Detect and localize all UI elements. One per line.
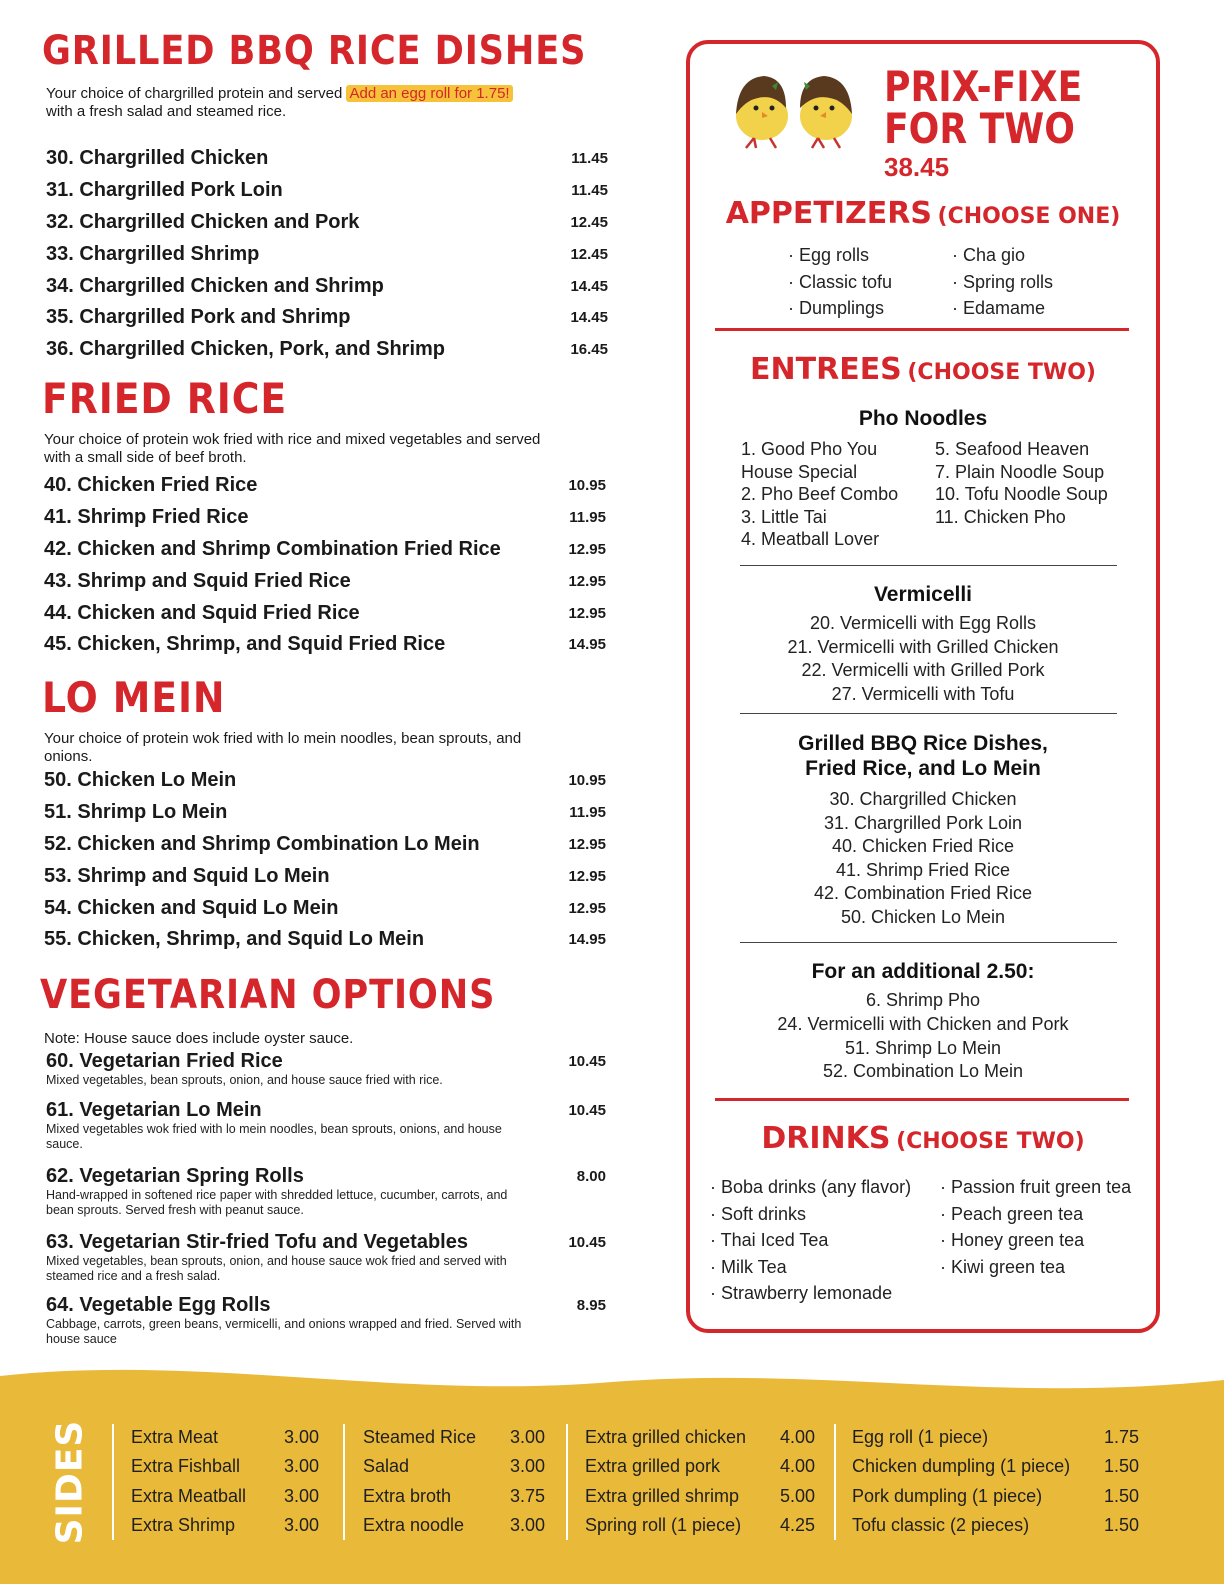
- prix-fixe-title-line2: FOR TWO: [884, 104, 1075, 153]
- menu-item-price: 14.95: [568, 931, 606, 949]
- menu-item-name: 32. Chargrilled Chicken and Pork: [46, 210, 360, 233]
- vermicelli-list: [700, 612, 1146, 706]
- divider: [715, 328, 1129, 331]
- divider: [715, 1098, 1129, 1101]
- menu-item: [44, 534, 606, 566]
- drinks-col1: [710, 1174, 911, 1307]
- list-item: 51. Shrimp Lo Mein: [844, 1037, 1002, 1058]
- appetizers-title: APPETIZERS: [725, 196, 932, 231]
- menu-item-name: 43. Shrimp and Squid Fried Rice: [44, 569, 351, 592]
- menu-item: [44, 765, 606, 797]
- side-item-name: Extra noodle: [363, 1514, 465, 1535]
- side-item-name: Extra grilled pork: [585, 1456, 721, 1477]
- menu-item-name: 34. Chargrilled Chicken and Shrimp: [46, 274, 384, 297]
- list-item: 4. Meatball Lover: [741, 529, 880, 549]
- pho-noodles-heading: Pho Noodles: [858, 407, 988, 430]
- side-item: [852, 1482, 1139, 1511]
- list-item: 40. Chicken Fried Rice: [831, 836, 1015, 857]
- list-item: · Egg rolls: [788, 245, 870, 265]
- sides-column: [363, 1423, 545, 1540]
- menu-item-name: 40. Chicken Fried Rice: [44, 474, 258, 497]
- side-item-name: Egg roll (1 piece): [852, 1427, 989, 1447]
- pho-col1: [741, 438, 931, 551]
- prix-fixe-price: 38.45: [884, 152, 950, 182]
- lo-mein-list: [44, 765, 606, 956]
- drinks-choose: (CHOOSE TWO): [896, 1129, 1085, 1154]
- sides-label: [48, 1420, 92, 1544]
- side-item-price: 3.00: [283, 1485, 319, 1506]
- divider: [740, 942, 1117, 943]
- bbq-heading-line1: Grilled BBQ Rice Dishes,: [798, 732, 1048, 755]
- side-item: [131, 1511, 319, 1540]
- menu-item-name: 44. Chicken and Squid Fried Rice: [44, 601, 360, 624]
- side-item-price: 3.00: [509, 1456, 545, 1477]
- list-item: · Classic tofu: [788, 271, 893, 292]
- additional-heading: For an additional 2.50:: [811, 960, 1035, 983]
- list-item: · Thai Iced Tea: [710, 1230, 829, 1250]
- vegetarian-item-name: 60. Vegetarian Fried Rice: [46, 1050, 283, 1072]
- vegetarian-item-price: 10.45: [568, 1102, 606, 1119]
- list-item: · Milk Tea: [710, 1256, 787, 1277]
- menu-item-name: 54. Chicken and Squid Lo Mein: [44, 896, 339, 919]
- vegetarian-item-name: 63. Vegetarian Stir-fried Tofu and Vegetables: [46, 1231, 468, 1253]
- list-item: 52. Combination Lo Mein: [822, 1061, 1024, 1082]
- menu-item-price: 11.45: [571, 150, 608, 168]
- menu-item-price: 10.95: [568, 772, 606, 790]
- side-item-name: Tofu classic (2 pieces): [852, 1514, 1030, 1535]
- fried-rice-description: Your choice of protein wok fried with rice and mixed vegetables and served with a small side of beef broth.: [44, 431, 541, 466]
- menu-item-price: 16.45: [570, 341, 608, 359]
- duck-right-icon: [800, 76, 852, 148]
- vegetarian-item-price: 8.95: [576, 1297, 606, 1314]
- side-item: [852, 1511, 1139, 1540]
- vegetarian-item-row: [46, 1165, 606, 1188]
- menu-item: [44, 924, 606, 956]
- menu-item: [44, 502, 606, 534]
- side-item: [585, 1511, 815, 1540]
- entrees-title: ENTREES: [750, 352, 902, 387]
- vegetarian-item: [46, 1294, 606, 1347]
- sides-divider: [343, 1424, 345, 1540]
- vegetarian-item-row: [46, 1050, 606, 1073]
- list-item: 24. Vermicelli with Chicken and Pork: [777, 1013, 1069, 1034]
- side-item-price: 1.50: [1103, 1485, 1139, 1506]
- vegetarian-item-description: Mixed vegetables wok fried with lo mein noodles, bean sprouts, onions, and house sauce.: [46, 1122, 502, 1151]
- vegetarian-item-name: 62. Vegetarian Spring Rolls: [46, 1165, 304, 1187]
- menu-item-name: 51. Shrimp Lo Mein: [44, 801, 228, 824]
- menu-item: [44, 597, 606, 629]
- side-item: [131, 1452, 319, 1481]
- menu-item-name: 55. Chicken, Shrimp, and Squid Lo Mein: [44, 928, 425, 951]
- list-item: · Edamame: [952, 298, 1046, 318]
- menu-item-price: 11.95: [569, 509, 606, 527]
- vegetarian-item-price: 8.00: [576, 1168, 606, 1185]
- list-item: · Spring rolls: [952, 271, 1054, 292]
- vegetarian-item-description: Cabbage, carrots, green beans, vermicelli, and onions wrapped and fried. Served with house sauce: [46, 1317, 522, 1346]
- menu-item-price: 14.45: [570, 309, 608, 327]
- vegetarian-item-price: 10.45: [568, 1053, 606, 1070]
- list-item: · Kiwi green tea: [940, 1256, 1066, 1277]
- list-item: · Dumplings: [788, 298, 885, 318]
- list-item: 42. Combination Fried Rice: [813, 883, 1033, 904]
- sides-label-text: SIDES: [49, 1419, 91, 1545]
- menu-item: [44, 565, 606, 597]
- drinks-heading: [700, 1121, 1146, 1156]
- grilled-bbq-heading: GRILLED BBQ RICE DISHES: [42, 28, 587, 74]
- side-item: [131, 1423, 319, 1452]
- side-item-name: Extra grilled shrimp: [585, 1485, 740, 1506]
- side-item: [363, 1423, 545, 1452]
- menu-item-name: 41. Shrimp Fried Rice: [44, 506, 249, 529]
- side-item-name: Salad: [363, 1456, 410, 1477]
- prix-fixe-title: [884, 62, 1083, 153]
- list-item: · Soft drinks: [710, 1203, 807, 1224]
- menu-item-price: 12.95: [568, 604, 606, 622]
- drinks-col2: [940, 1174, 1131, 1280]
- entrees-heading: [700, 352, 1146, 387]
- pho-col2: [935, 438, 1135, 528]
- side-item-price: 1.50: [1103, 1514, 1139, 1535]
- vegetarian-item: [46, 1165, 606, 1218]
- side-item: [363, 1482, 545, 1511]
- appetizers-col2: [952, 242, 1053, 322]
- appetizers-col1: [788, 242, 892, 322]
- list-item: · Strawberry lemonade: [710, 1283, 893, 1303]
- vegetarian-item-description: Mixed vegetables, bean sprouts, onion, and house sauce fried with rice.: [46, 1073, 443, 1087]
- list-item: House Special: [741, 461, 858, 482]
- menu-item-name: 50. Chicken Lo Mein: [44, 769, 237, 792]
- menu-item-price: 12.95: [568, 540, 606, 558]
- list-item: 41. Shrimp Fried Rice: [835, 859, 1011, 880]
- side-item-price: 3.00: [283, 1456, 319, 1477]
- bbq-fried-lomein-heading: [700, 731, 1146, 781]
- vegetarian-item-name: 64. Vegetable Egg Rolls: [46, 1294, 271, 1316]
- grilled-desc-text: Your choice of chargrilled protein and served: [46, 85, 343, 102]
- list-item: 50. Chicken Lo Mein: [840, 906, 1006, 927]
- menu-item-price: 14.45: [570, 277, 608, 295]
- fried-rice-list: [44, 470, 606, 661]
- menu-item-name: 33. Chargrilled Shrimp: [46, 242, 260, 265]
- bbq-fried-lomein-list: [700, 788, 1146, 930]
- side-item-price: 1.75: [1103, 1427, 1139, 1447]
- side-item-name: Steamed Rice: [363, 1427, 477, 1447]
- list-item: · Boba drinks (any flavor): [710, 1177, 912, 1197]
- side-item-price: 5.00: [779, 1485, 815, 1506]
- grilled-bbq-list: [46, 143, 608, 366]
- list-item: 11. Chicken Pho: [935, 506, 1066, 527]
- side-item-name: Chicken dumpling (1 piece): [852, 1456, 1071, 1477]
- entrees-choose: (CHOOSE TWO): [907, 360, 1096, 385]
- side-item: [585, 1452, 815, 1481]
- side-item: [363, 1511, 545, 1540]
- menu-item-price: 12.45: [570, 213, 608, 231]
- vegetarian-item-row: [46, 1294, 606, 1317]
- side-item-price: 4.00: [779, 1456, 815, 1477]
- sides-divider: [834, 1424, 836, 1540]
- menu-item: [44, 470, 606, 502]
- side-item-price: 3.00: [509, 1514, 545, 1535]
- sides-column: [852, 1423, 1139, 1540]
- list-item: 30. Chargrilled Chicken: [829, 789, 1017, 809]
- menu-item-price: 12.95: [568, 899, 606, 917]
- bbq-heading-line2: Fried Rice, and Lo Mein: [805, 757, 1041, 780]
- menu-item-name: 52. Chicken and Shrimp Combination Lo Mein: [44, 832, 480, 855]
- duck-left-icon: [736, 76, 788, 148]
- sides-column: [131, 1423, 319, 1540]
- menu-item-name: 30. Chargrilled Chicken: [46, 147, 269, 170]
- vegetarian-heading: VEGETARIAN OPTIONS: [40, 972, 496, 1018]
- vegetarian-item-row: [46, 1099, 606, 1122]
- lo-mein-heading: LO MEIN: [42, 673, 226, 722]
- side-item-name: Extra Shrimp: [131, 1514, 236, 1535]
- sides-column: [585, 1423, 815, 1540]
- menu-item-name: 42. Chicken and Shrimp Combination Fried Rice: [44, 537, 501, 560]
- menu-item: [46, 334, 608, 366]
- menu-item-price: 12.45: [570, 245, 608, 263]
- menu-item-name: 31. Chargrilled Pork Loin: [46, 179, 283, 202]
- lo-mein-description: Your choice of protein wok fried with lo mein noodles, bean sprouts, and onions.: [44, 730, 522, 765]
- side-item-price: 3.00: [283, 1427, 319, 1447]
- side-item-price: 4.25: [779, 1514, 815, 1535]
- vegetarian-item: [46, 1050, 606, 1088]
- side-item-name: Pork dumpling (1 piece): [852, 1485, 1043, 1506]
- grilled-bbq-description: [46, 85, 566, 121]
- vegetarian-item-description: Mixed vegetables, bean sprouts, onion, and house sauce wok fried and served with steamed rice and a fresh salad.: [46, 1254, 507, 1283]
- side-item-name: Spring roll (1 piece): [585, 1514, 742, 1535]
- menu-item-price: 14.95: [568, 636, 606, 654]
- menu-item-name: 45. Chicken, Shrimp, and Squid Fried Rice: [44, 633, 446, 656]
- list-item: 5. Seafood Heaven: [935, 439, 1090, 459]
- side-item-name: Extra Meatball: [131, 1485, 247, 1506]
- vegetarian-item-price: 10.45: [568, 1234, 606, 1251]
- list-item: 7. Plain Noodle Soup: [935, 461, 1105, 482]
- list-item: · Passion fruit green tea: [940, 1177, 1132, 1197]
- list-item: 22. Vermicelli with Grilled Pork: [801, 660, 1045, 681]
- side-item: [852, 1452, 1139, 1481]
- sides-divider: [112, 1424, 114, 1540]
- side-item-name: Extra broth: [363, 1485, 452, 1506]
- vegetarian-note: Note: House sauce does include oyster sauce.: [44, 1030, 354, 1047]
- menu-item: [44, 797, 606, 829]
- side-item-price: 3.00: [509, 1427, 545, 1447]
- divider: [740, 565, 1117, 566]
- sides-divider: [566, 1424, 568, 1540]
- menu-item: [46, 270, 608, 302]
- fried-rice-heading: FRIED RICE: [42, 374, 288, 423]
- list-item: 2. Pho Beef Combo: [741, 484, 899, 504]
- list-item: 27. Vermicelli with Tofu: [831, 683, 1015, 704]
- list-item: 31. Chargrilled Pork Loin: [823, 812, 1023, 833]
- menu-item-price: 12.95: [568, 835, 606, 853]
- side-item: [852, 1423, 1139, 1452]
- side-item-price: 1.50: [1103, 1456, 1139, 1477]
- menu-item: [46, 207, 608, 239]
- menu-item-price: 11.45: [571, 182, 608, 200]
- menu-item: [46, 302, 608, 334]
- menu-item: [46, 238, 608, 270]
- vermicelli-heading: Vermicelli: [873, 583, 973, 606]
- additional-list: [700, 989, 1146, 1084]
- menu-item-price: 12.95: [568, 867, 606, 885]
- appetizers-choose: (CHOOSE ONE): [937, 204, 1121, 229]
- prix-fixe-title-line1: PRIX-FIXE: [884, 62, 1083, 111]
- menu-item: [44, 829, 606, 861]
- side-item: [131, 1482, 319, 1511]
- menu-item-price: 10.95: [568, 477, 606, 495]
- menu-item: [44, 892, 606, 924]
- side-item-price: 3.00: [283, 1514, 319, 1535]
- menu-item-name: 35. Chargrilled Pork and Shrimp: [46, 306, 351, 329]
- menu-item: [44, 860, 606, 892]
- duck-mascots-icon: [728, 68, 858, 152]
- list-item: · Cha gio: [952, 245, 1026, 265]
- list-item: 6. Shrimp Pho: [865, 990, 981, 1010]
- menu-item-name: 53. Shrimp and Squid Lo Mein: [44, 864, 330, 887]
- vegetarian-item-description: Hand-wrapped in softened rice paper with shredded lettuce, cucumber, carrots, and bean sprouts. Served fresh with peanut sauce.: [46, 1188, 508, 1217]
- side-item-price: 4.00: [779, 1427, 815, 1447]
- grilled-desc-text-2: with a fresh salad and steamed rice.: [46, 103, 287, 120]
- side-item: [363, 1452, 545, 1481]
- vegetarian-item-name: 61. Vegetarian Lo Mein: [46, 1099, 262, 1121]
- side-item-name: Extra Fishball: [131, 1456, 241, 1477]
- side-item-name: Extra grilled chicken: [585, 1427, 747, 1447]
- menu-item-name: 36. Chargrilled Chicken, Pork, and Shrimp: [46, 338, 445, 361]
- list-item: · Peach green tea: [940, 1203, 1084, 1224]
- list-item: 1. Good Pho You: [741, 439, 878, 459]
- list-item: 20. Vermicelli with Egg Rolls: [809, 613, 1037, 633]
- list-item: 3. Little Tai: [741, 506, 827, 527]
- vegetarian-item: [46, 1099, 606, 1152]
- list-item: · Honey green tea: [940, 1230, 1085, 1250]
- side-item: [585, 1482, 815, 1511]
- vegetarian-item-row: [46, 1231, 606, 1254]
- list-item: 10. Tofu Noodle Soup: [935, 484, 1108, 504]
- list-item: 21. Vermicelli with Grilled Chicken: [787, 636, 1059, 657]
- egg-roll-promo-badge: Add an egg roll for 1.75!: [346, 85, 512, 102]
- vegetarian-item: [46, 1231, 606, 1284]
- menu-item-price: 12.95: [568, 572, 606, 590]
- menu-item: [46, 143, 608, 175]
- menu-item: [44, 629, 606, 661]
- menu-item: [46, 175, 608, 207]
- appetizers-heading: [700, 196, 1146, 231]
- menu-item-price: 11.95: [569, 804, 606, 822]
- side-item: [585, 1423, 815, 1452]
- drinks-title: DRINKS: [761, 1121, 891, 1156]
- divider: [740, 713, 1117, 714]
- side-item-price: 3.75: [509, 1485, 545, 1506]
- side-item-name: Extra Meat: [131, 1427, 219, 1447]
